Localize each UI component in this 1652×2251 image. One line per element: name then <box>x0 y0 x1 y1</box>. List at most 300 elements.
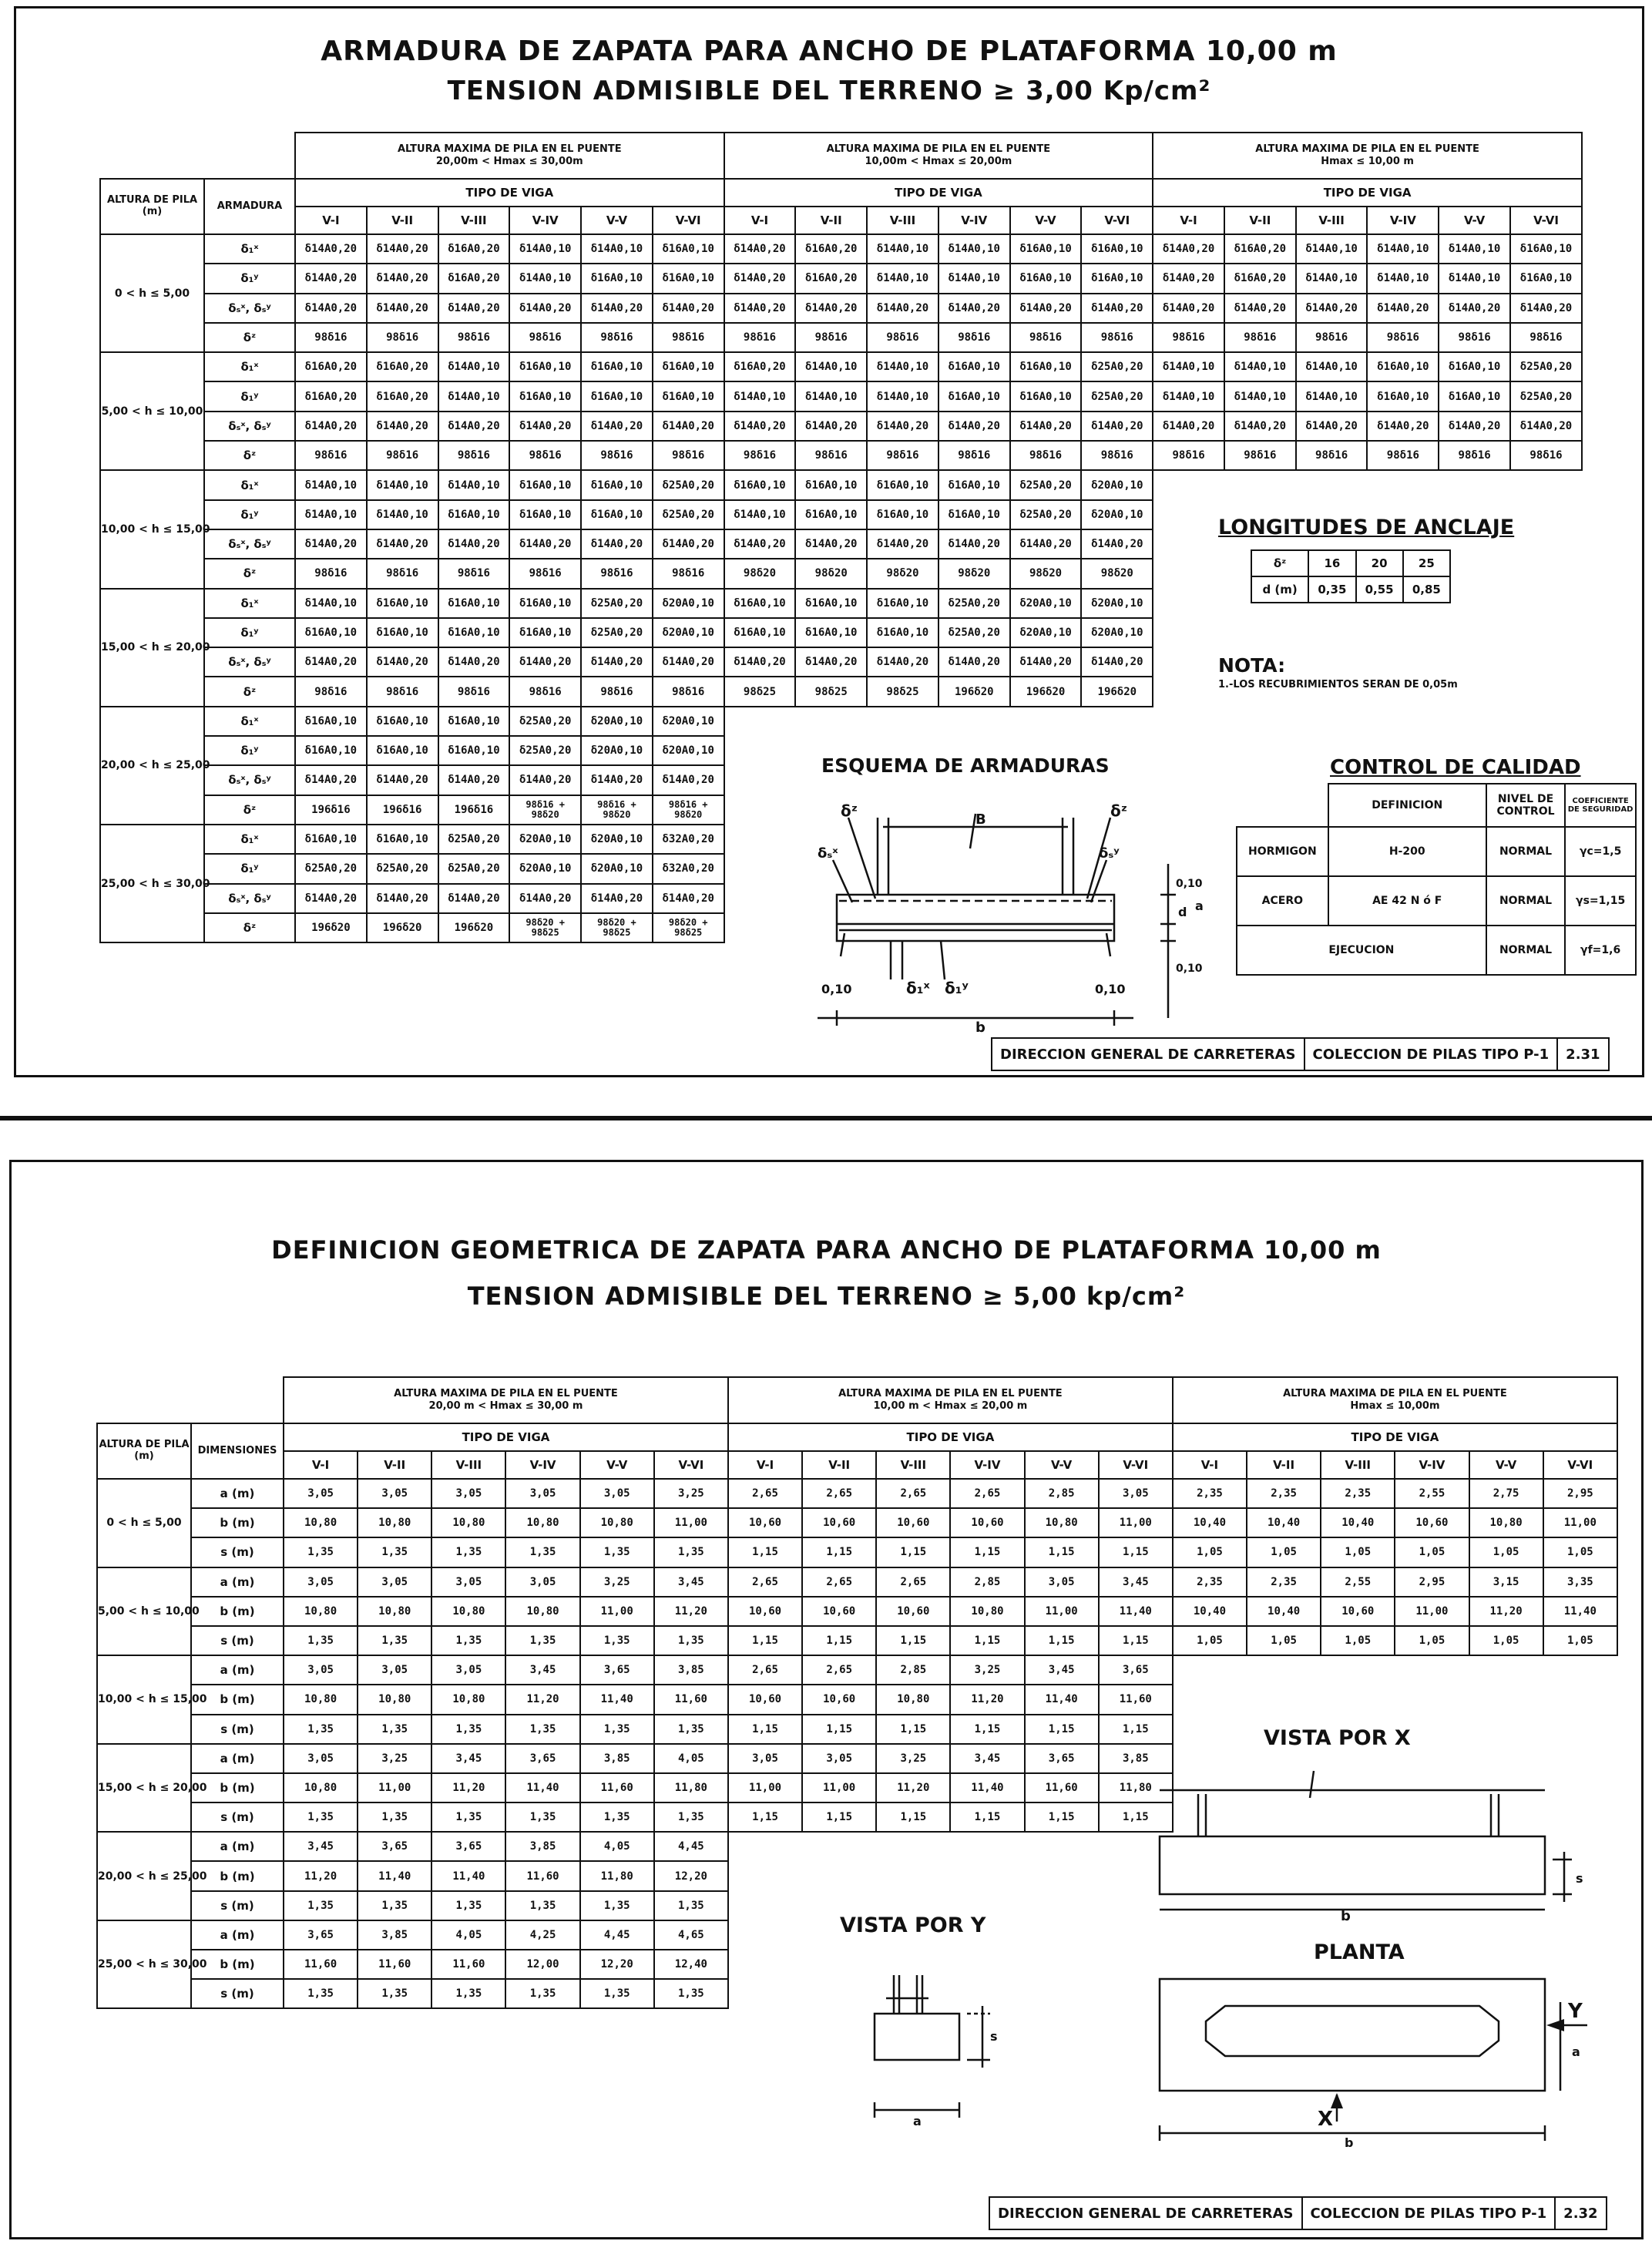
table-cell: δ14A0,20 <box>938 647 1010 677</box>
viga-header: V-III <box>876 1451 950 1479</box>
table-cell: δ25A0,20 <box>509 736 581 765</box>
table-cell: 10,80 <box>358 1597 431 1626</box>
table-cell: 2,65 <box>802 1479 876 1508</box>
table-cell: δ14A0,10 <box>938 234 1010 264</box>
table-cell: 98δ20 <box>938 559 1010 588</box>
header-corner <box>97 1377 284 1423</box>
row-label: δᶻ <box>204 559 295 588</box>
table-cell: δ16A0,10 <box>1010 234 1082 264</box>
table-cell: 98δ16 <box>1296 441 1368 470</box>
table-cell: 10,80 <box>1025 1508 1099 1537</box>
calidad-head-cell: NIVEL DE CONTROL <box>1486 784 1566 827</box>
table-cell: 1,15 <box>728 1626 802 1655</box>
table-row <box>97 1508 1617 1537</box>
table-row <box>100 294 1582 323</box>
vista-y-title: VISTA POR Y <box>840 1913 986 1937</box>
table-cell: 4,45 <box>580 1920 654 1950</box>
table-cell: 1,15 <box>1025 1626 1099 1655</box>
table-row <box>100 618 1582 647</box>
table-cell: 10,80 <box>284 1508 358 1537</box>
esquema-cov-right: 0,10 <box>1095 982 1126 996</box>
table-cell: 98δ16 <box>295 677 367 706</box>
table-cell: 1,35 <box>654 1537 728 1567</box>
viga-header: V-VI <box>1543 1451 1617 1479</box>
table-cell: 98δ16 <box>1224 323 1296 352</box>
height-range-label: 0 < h ≤ 5,00 <box>97 1479 191 1567</box>
height-range-label: 5,00 < h ≤ 10,00 <box>100 352 204 470</box>
sheet1-title: ARMADURA DE ZAPATA PARA ANCHO DE PLATAFORMA 10,00 m <box>321 35 1338 67</box>
table-cell: 11,80 <box>1099 1773 1173 1802</box>
group-header-0 <box>295 133 724 179</box>
table-cell: δ14A0,20 <box>867 647 938 677</box>
nota-text: 1.-LOS RECUBRIMIENTOS SERAN DE 0,05m <box>1218 679 1458 690</box>
table-cell: 10,60 <box>728 1597 802 1626</box>
table-cell: δ14A0,20 <box>581 294 653 323</box>
empty-area <box>1153 647 1582 677</box>
table-cell: 10,80 <box>580 1508 654 1537</box>
table-cell: δ16A0,10 <box>867 618 938 647</box>
table-cell: 2,65 <box>802 1655 876 1685</box>
viga-header: V-II <box>358 1451 431 1479</box>
anclaje-table <box>1251 549 1451 603</box>
table-cell: 98δ16 <box>653 677 724 706</box>
table-cell: δ16A0,10 <box>295 618 367 647</box>
table-cell: 2,65 <box>728 1567 802 1597</box>
header-row-1 <box>100 133 1582 179</box>
table-cell: δ20A0,10 <box>581 707 653 736</box>
table-cell: δ14A0,10 <box>1224 381 1296 411</box>
table-cell: 98δ16 <box>653 441 724 470</box>
table-cell: 3,05 <box>802 1744 876 1773</box>
table-cell: 11,60 <box>358 1950 431 1979</box>
table-cell: 98δ16 <box>367 441 438 470</box>
esquema-a: a <box>1195 899 1204 913</box>
table-cell: δ16A0,10 <box>724 470 796 499</box>
row-label: a (m) <box>191 1655 284 1685</box>
calidad-row <box>1237 876 1636 926</box>
table-cell: δ16A0,10 <box>438 707 510 736</box>
table-cell: δ20A0,10 <box>581 825 653 854</box>
table-cell: δ16A0,10 <box>438 500 510 529</box>
table-cell: δ16A0,10 <box>509 470 581 499</box>
table-cell: 1,05 <box>1469 1626 1543 1655</box>
table-cell: δ14A0,20 <box>724 647 796 677</box>
header-row-2 <box>100 179 1582 207</box>
table-cell: δ16A0,10 <box>1439 352 1510 381</box>
viga-header: V-I <box>284 1451 358 1479</box>
table-cell: δ14A0,20 <box>1296 294 1368 323</box>
row-label: δ₁ʸ <box>204 618 295 647</box>
row-label: b (m) <box>191 1685 284 1714</box>
table-cell: δ14A0,20 <box>724 234 796 264</box>
table-cell: 3,45 <box>654 1567 728 1597</box>
table-cell: δ16A0,20 <box>795 264 867 293</box>
table-cell: 3,65 <box>1099 1655 1173 1685</box>
table-cell: 3,45 <box>505 1655 579 1685</box>
table-cell: δ16A0,10 <box>581 470 653 499</box>
table-cell: δ14A0,20 <box>1081 529 1153 559</box>
row-label: s (m) <box>191 1979 284 2008</box>
row-label: s (m) <box>191 1626 284 1655</box>
table-cell: δ16A0,10 <box>938 470 1010 499</box>
table-cell: δ14A0,10 <box>509 264 581 293</box>
empty-area <box>1173 1685 1617 1714</box>
table-cell: 1,05 <box>1321 1537 1395 1567</box>
header-row-3 <box>97 1451 1617 1479</box>
viga-header: V-IV <box>938 207 1010 234</box>
table-cell: 10,60 <box>876 1508 950 1537</box>
table-cell: δ14A0,20 <box>1510 412 1582 441</box>
table-cell: 3,45 <box>950 1744 1024 1773</box>
row-label: a (m) <box>191 1567 284 1597</box>
calidad-corner <box>1237 784 1328 827</box>
table-cell: 98δ16 <box>867 323 938 352</box>
table-cell: 1,35 <box>654 1802 728 1832</box>
table-cell: 1,05 <box>1173 1537 1247 1567</box>
table-cell: 1,35 <box>505 1537 579 1567</box>
table-cell: δ14A0,10 <box>1439 264 1510 293</box>
table-cell: 98δ16 <box>795 441 867 470</box>
table-cell: 11,40 <box>580 1685 654 1714</box>
header-row-1 <box>97 1377 1617 1423</box>
table-cell: 1,05 <box>1543 1626 1617 1655</box>
table-cell: 98δ20 <box>1081 559 1153 588</box>
table-cell: 11,00 <box>580 1597 654 1626</box>
table-cell: δ16A0,10 <box>295 825 367 854</box>
table-cell: δ16A0,10 <box>367 825 438 854</box>
table-cell: 3,05 <box>358 1567 431 1597</box>
table-cell: 98δ16 <box>367 559 438 588</box>
table-cell: 12,20 <box>580 1950 654 1979</box>
table-cell: 98δ20 + 98δ25 <box>653 913 724 942</box>
row-label: δ₁ˣ <box>204 825 295 854</box>
table-cell: 2,65 <box>728 1479 802 1508</box>
table-cell: 1,35 <box>358 1626 431 1655</box>
calidad-cell: NORMAL <box>1486 876 1566 926</box>
table-cell: δ14A0,20 <box>795 412 867 441</box>
table-cell: δ14A0,10 <box>367 500 438 529</box>
table-cell: δ14A0,20 <box>438 412 510 441</box>
viga-header: V-IV <box>950 1451 1024 1479</box>
table-cell: 1,35 <box>431 1802 505 1832</box>
group-header-range: 20,00m < Hmax ≤ 30,00m <box>435 156 583 167</box>
height-range-label: 25,00 < h ≤ 30,00 <box>97 1920 191 2009</box>
row-label: δᶻ <box>204 795 295 825</box>
viga-header: V-III <box>1321 1451 1395 1479</box>
table-cell: 10,80 <box>431 1597 505 1626</box>
table-cell: 10,60 <box>802 1597 876 1626</box>
table-cell: 10,60 <box>728 1685 802 1714</box>
table-cell: 1,35 <box>654 1715 728 1744</box>
table-cell: 1,15 <box>950 1715 1024 1744</box>
table-cell: δ14A0,20 <box>367 647 438 677</box>
table-cell: 1,35 <box>505 1891 579 1920</box>
table-cell: 10,60 <box>1395 1508 1469 1537</box>
table-row <box>100 441 1582 470</box>
table-cell: 12,20 <box>654 1861 728 1890</box>
viga-header: V-III <box>867 207 938 234</box>
group-header-range: 20,00 m < Hmax ≤ 30,00 m <box>428 1400 583 1412</box>
group-header-title: ALTURA MAXIMA DE PILA EN EL PUENTE <box>394 1387 618 1399</box>
row-label: δ₁ˣ <box>204 234 295 264</box>
table-cell: δ16A0,10 <box>1010 381 1082 411</box>
table-cell: 4,65 <box>654 1920 728 1950</box>
table-cell: δ14A0,20 <box>938 294 1010 323</box>
table-cell: 98δ16 <box>438 559 510 588</box>
table-cell: δ14A0,20 <box>867 529 938 559</box>
table-cell: 3,05 <box>358 1479 431 1508</box>
table-cell: 10,60 <box>802 1508 876 1537</box>
table-cell: 98δ16 <box>1010 441 1082 470</box>
table-cell: 1,35 <box>505 1979 579 2008</box>
row-label: δ₁ˣ <box>204 352 295 381</box>
table-cell: 1,15 <box>1025 1802 1099 1832</box>
table-cell: 3,35 <box>1543 1567 1617 1597</box>
anclaje-head-cell: 20 <box>1356 550 1403 576</box>
vista-y-diagram <box>851 1960 1052 2137</box>
table-row <box>100 707 1582 736</box>
col-altura-header: ALTURA DE PILA (m) <box>100 179 204 234</box>
table-cell: 1,15 <box>802 1802 876 1832</box>
table-cell: δ16A0,10 <box>509 618 581 647</box>
table-cell: 3,05 <box>505 1479 579 1508</box>
viga-header: V-II <box>1224 207 1296 234</box>
table-cell: 98δ16 <box>1296 323 1368 352</box>
group-header-title: ALTURA MAXIMA DE PILA EN EL PUENTE <box>1255 143 1479 155</box>
table-cell: δ16A0,10 <box>438 589 510 618</box>
row-label: δᶻ <box>204 323 295 352</box>
esquema-title: ESQUEMA DE ARMADURAS <box>821 754 1110 777</box>
table-cell: δ16A0,10 <box>795 589 867 618</box>
table-cell: δ14A0,20 <box>367 294 438 323</box>
table-cell: δ14A0,20 <box>1010 529 1082 559</box>
table-cell: δ14A0,20 <box>581 765 653 795</box>
planta-X: X <box>1318 2108 1334 2131</box>
vista-x-diagram <box>1152 1759 1583 1913</box>
planta-a: a <box>1572 2044 1580 2059</box>
table-cell: 3,05 <box>505 1567 579 1597</box>
table-cell: 10,40 <box>1173 1597 1247 1626</box>
viga-header: V-III <box>431 1451 505 1479</box>
table-cell: 98δ16 <box>581 559 653 588</box>
table-cell: 3,05 <box>1099 1479 1173 1508</box>
table-cell: 1,15 <box>1025 1715 1099 1744</box>
table-cell: 98δ16 <box>1367 323 1439 352</box>
table-cell: 11,40 <box>950 1773 1024 1802</box>
esquema-dz-right: δᶻ <box>1110 801 1128 820</box>
table-cell: 10,60 <box>728 1508 802 1537</box>
table-cell: δ14A0,20 <box>1224 412 1296 441</box>
table-cell: 98δ16 <box>438 441 510 470</box>
table-cell: δ25A0,20 <box>938 589 1010 618</box>
viga-header: V-V <box>1010 207 1082 234</box>
table-cell: δ14A0,20 <box>867 294 938 323</box>
table-cell: 3,45 <box>1099 1567 1173 1597</box>
table-cell: δ14A0,20 <box>295 529 367 559</box>
row-label: δᶻ <box>204 441 295 470</box>
table-cell: δ14A0,20 <box>938 529 1010 559</box>
table-cell: δ14A0,20 <box>1367 294 1439 323</box>
table-cell: 98δ16 <box>724 441 796 470</box>
table-cell: 3,05 <box>358 1655 431 1685</box>
table-cell: 10,80 <box>358 1508 431 1537</box>
group-header-2 <box>1173 1377 1617 1423</box>
group-header-1 <box>724 133 1153 179</box>
table-cell: 98δ16 <box>1367 441 1439 470</box>
planta-Y: Y <box>1568 2000 1583 2023</box>
table-cell: δ16A0,10 <box>509 500 581 529</box>
table-cell: 3,05 <box>728 1744 802 1773</box>
table-cell: 1,35 <box>505 1802 579 1832</box>
table-cell: δ14A0,20 <box>1224 294 1296 323</box>
table-cell: 12,40 <box>654 1950 728 1979</box>
table-cell: 3,85 <box>358 1920 431 1950</box>
table-cell: 3,05 <box>431 1567 505 1597</box>
table-cell: δ16A0,10 <box>295 707 367 736</box>
table-cell: 98δ25 <box>795 677 867 706</box>
table-cell: 2,35 <box>1321 1479 1395 1508</box>
table-cell: δ16A0,20 <box>438 264 510 293</box>
table-cell: δ16A0,10 <box>1510 264 1582 293</box>
table-row <box>97 1597 1617 1626</box>
table-cell: δ16A0,20 <box>438 234 510 264</box>
esquema-B: B <box>975 811 986 828</box>
table-cell: δ25A0,20 <box>1010 470 1082 499</box>
vista-x-title: VISTA POR X <box>1264 1726 1411 1750</box>
table-cell: 4,25 <box>505 1920 579 1950</box>
viga-header: V-I <box>1173 1451 1247 1479</box>
table-cell: 1,15 <box>876 1537 950 1567</box>
viga-header: V-II <box>795 207 867 234</box>
table-cell: 11,60 <box>505 1861 579 1890</box>
height-range-label: 15,00 < h ≤ 20,00 <box>100 589 204 707</box>
table-cell: 3,25 <box>950 1655 1024 1685</box>
table-cell: 11,20 <box>876 1773 950 1802</box>
height-range-label: 15,00 < h ≤ 20,00 <box>97 1744 191 1833</box>
table-cell: δ25A0,20 <box>509 707 581 736</box>
col-altura-header: ALTURA DE PILA (m) <box>97 1423 191 1479</box>
table-cell: δ16A0,20 <box>295 352 367 381</box>
table-cell: δ14A0,20 <box>509 294 581 323</box>
viga-header: V-VI <box>653 207 724 234</box>
table-cell: 98δ16 + 98δ20 <box>509 795 581 825</box>
table-cell: δ16A0,10 <box>509 352 581 381</box>
viga-header: V-V <box>581 207 653 234</box>
table-cell: δ25A0,20 <box>653 470 724 499</box>
table-cell: 1,35 <box>431 1891 505 1920</box>
table-cell: δ14A0,10 <box>867 234 938 264</box>
row-label: b (m) <box>191 1597 284 1626</box>
table-cell: 98δ20 + 98δ25 <box>581 913 653 942</box>
table-cell: δ14A0,10 <box>1296 234 1368 264</box>
table-cell: 3,05 <box>284 1655 358 1685</box>
table-cell: δ14A0,10 <box>867 264 938 293</box>
header-corner <box>100 133 295 179</box>
height-range-label: 0 < h ≤ 5,00 <box>100 234 204 352</box>
table-cell: δ14A0,20 <box>295 412 367 441</box>
table-cell: 10,40 <box>1247 1508 1321 1537</box>
table-cell: δ25A0,20 <box>367 854 438 883</box>
viga-header: V-IV <box>1395 1451 1469 1479</box>
table-cell: 10,80 <box>358 1685 431 1714</box>
esquema-d1y: δ₁ʸ <box>945 979 969 997</box>
table-cell: δ16A0,20 <box>367 352 438 381</box>
table-cell: 10,80 <box>431 1508 505 1537</box>
table-cell: 10,60 <box>950 1508 1024 1537</box>
table-cell: 3,05 <box>284 1567 358 1597</box>
tipo-viga-header: TIPO DE VIGA <box>1153 179 1582 207</box>
table-cell: δ14A0,20 <box>295 294 367 323</box>
table-cell: 11,00 <box>728 1773 802 1802</box>
table-cell: δ14A0,20 <box>438 765 510 795</box>
empty-area <box>724 707 1582 736</box>
table-cell: 1,35 <box>284 1537 358 1567</box>
table-cell: δ16A0,10 <box>1439 381 1510 411</box>
calidad-cell: γf=1,6 <box>1565 926 1636 975</box>
table-cell: 11,00 <box>802 1773 876 1802</box>
table-cell: 1,05 <box>1395 1537 1469 1567</box>
group-header-2 <box>1153 133 1582 179</box>
table-cell: 98δ16 <box>653 323 724 352</box>
table-cell: 1,35 <box>358 1715 431 1744</box>
table-cell: 1,35 <box>284 1715 358 1744</box>
esquema-ds-left: δₛˣ <box>818 845 838 862</box>
table-cell: δ14A0,10 <box>1367 264 1439 293</box>
table-cell: 1,35 <box>431 1715 505 1744</box>
table-cell: δ14A0,10 <box>438 381 510 411</box>
viga-header: V-VI <box>1081 207 1153 234</box>
table-cell: δ25A0,20 <box>1010 500 1082 529</box>
table-cell: δ14A0,20 <box>509 765 581 795</box>
table-cell: 10,80 <box>284 1773 358 1802</box>
viga-header: V-V <box>1025 1451 1099 1479</box>
table-cell: δ20A0,10 <box>581 736 653 765</box>
table-row <box>100 352 1582 381</box>
table-cell: 2,65 <box>728 1655 802 1685</box>
table-cell: 98δ16 <box>509 559 581 588</box>
table-cell: 1,15 <box>1099 1626 1173 1655</box>
esquema-d1x: δ₁ˣ <box>906 979 930 997</box>
footer1-number: 2.31 <box>1557 1038 1608 1070</box>
table-cell: 3,65 <box>1025 1744 1099 1773</box>
anclaje-head-cell: 25 <box>1403 550 1450 576</box>
group-header-0 <box>284 1377 728 1423</box>
table-cell: δ16A0,20 <box>295 381 367 411</box>
table-cell: δ14A0,20 <box>724 294 796 323</box>
table-cell: δ14A0,20 <box>1010 647 1082 677</box>
table-cell: δ14A0,10 <box>581 234 653 264</box>
table-cell: 11,00 <box>358 1773 431 1802</box>
table-cell: δ16A0,20 <box>795 234 867 264</box>
table-cell: 196δ16 <box>295 795 367 825</box>
table-cell: δ25A0,20 <box>581 589 653 618</box>
table-cell: 3,25 <box>580 1567 654 1597</box>
sheet-definicion <box>9 1160 1644 2239</box>
footer1-org: DIRECCION GENERAL DE CARRETERAS <box>992 1038 1304 1070</box>
table-cell: δ25A0,20 <box>438 825 510 854</box>
table-cell: δ14A0,10 <box>295 500 367 529</box>
row-label: a (m) <box>191 1744 284 1773</box>
table-cell: 1,15 <box>728 1715 802 1744</box>
table-cell: δ16A0,10 <box>367 707 438 736</box>
table-cell: 3,45 <box>284 1832 358 1861</box>
table-cell: 196δ20 <box>438 913 510 942</box>
table-cell: 11,60 <box>1099 1685 1173 1714</box>
table-cell: δ14A0,20 <box>581 529 653 559</box>
table-cell: 11,40 <box>431 1861 505 1890</box>
table-cell: δ25A0,20 <box>653 500 724 529</box>
table-cell: δ14A0,20 <box>1010 412 1082 441</box>
